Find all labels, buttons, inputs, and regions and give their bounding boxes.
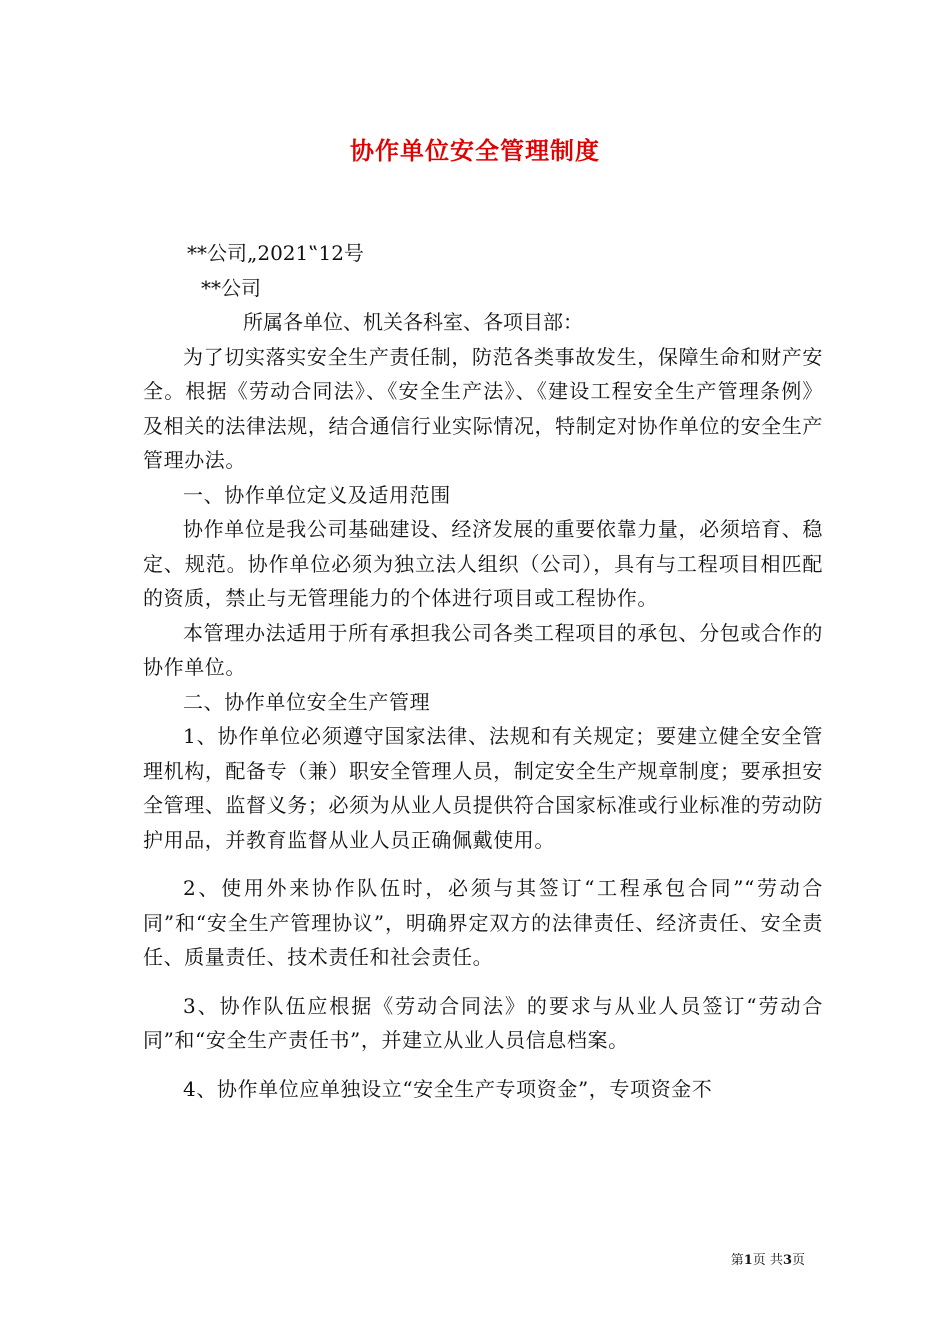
paragraph-definition: 协作单位是我公司基础建设、经济发展的重要依靠力量，必须培育、稳定、规范。协作单位必须为独立法人组织（公司），具有与工程项目相匹配的资质，禁止与无管理能力的个体进行项目或工程协作。 [143,517,823,610]
document-number: **公司„2021‟12号 [187,241,364,265]
paragraph-item-4: 4、协作单位应单独设立“安全生产专项资金”，专项资金不 [183,1076,713,1101]
paragraph-item-2: 2、使用外来协作队伍时，必须与其签订“工程承包合同”“劳动合同”和“安全生产管理协议”，明确界定双方的法律责任、经济责任、安全责任、质量责任、技术责任和社会责任。 [143,876,823,969]
document-title: 协作单位安全管理制度 [350,136,600,165]
document-body [143,236,823,1106]
footer-current-page: 1 [743,1253,753,1268]
footer-prefix: 第 [730,1253,744,1268]
section-heading-2: 二、协作单位安全生产管理 [183,689,431,714]
paragraph-scope: 本管理办法适用于所有承担我公司各类工程项目的承包、分包或合作的协作单位。 [143,620,823,679]
paragraph-intro: 为了切实落实安全生产责任制，防范各类事故发生，保障生命和财产安全。根据《劳动合同法》、《安全生产法》、《建设工程安全生产管理条例》及相关的法律法规，结合通信行业实际情况，特制定对协作单位的安全生产管理办法。 [143,344,823,472]
page-footer [731,1249,805,1268]
recipients: 所属各单位、机关各科室、各项目部： [243,310,583,334]
footer-total-pages: 3 [782,1253,792,1268]
paragraph-item-1: 1、协作单位必须遵守国家法律、法规和有关规定；要建立健全安全管理机构，配备专（兼）职安全管理人员，制定安全生产规章制度；要承担安全管理、监督义务；必须为从业人员提供符合国家标准或行业标准的劳动防护用品，并教育监督从业人员正确佩戴使用。 [143,724,823,852]
issuer: **公司 [201,275,261,300]
footer-suffix: 页 [791,1253,805,1268]
paragraph-item-3: 3、协作队伍应根据《劳动合同法》的要求与从业人员签订“劳动合同”和“安全生产责任书”，并建立从业人员信息档案。 [143,993,823,1052]
section-heading-1: 一、协作单位定义及适用范围 [183,482,451,507]
footer-middle: 页 共 [752,1253,783,1268]
